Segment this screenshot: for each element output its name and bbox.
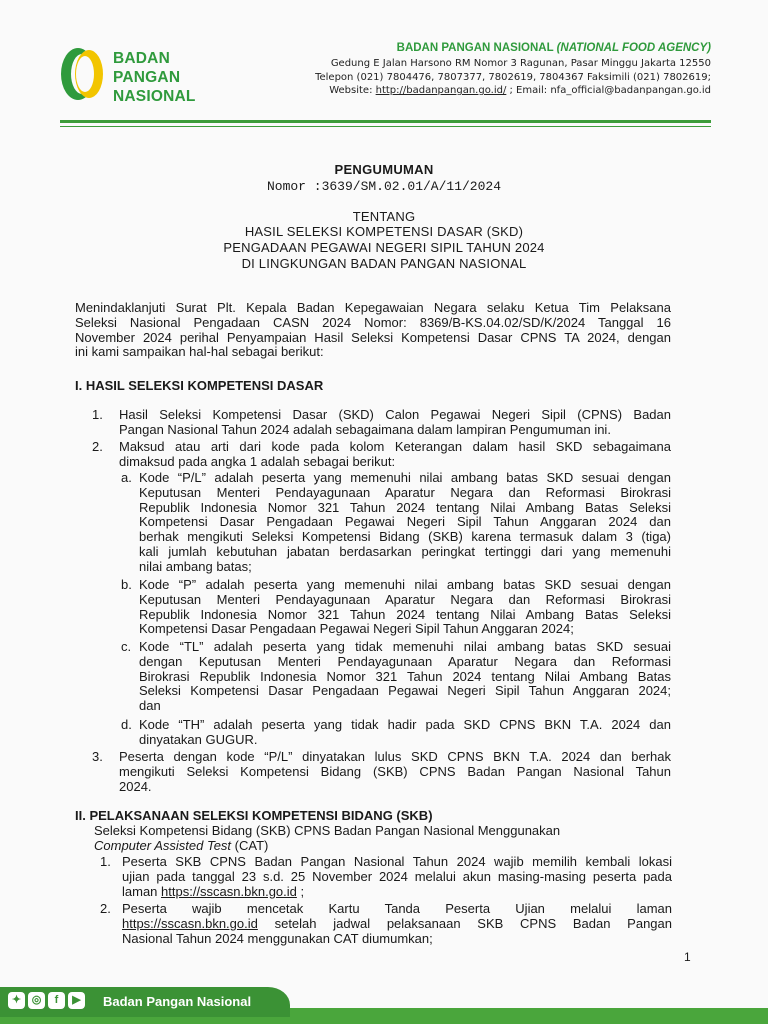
- header-rule: [60, 120, 711, 123]
- brand-wordmark: [113, 49, 196, 106]
- about-label: TENTANG: [352, 209, 416, 224]
- list-number: 2.: [92, 439, 103, 454]
- list-item: Maksud atau arti dari kode pada kolom Keterangan dalam hasil SKD sebagaimana dimaksud pada angka 1 adalah sebagai berikut:: [119, 439, 671, 469]
- badan-pangan-logo: [58, 44, 108, 104]
- social-icons: [8, 992, 85, 1009]
- list-item: Hasil Seleksi Kompetensi Dasar (SKD) Calon Pegawai Negeri Sipil (CPNS) Badan Pangan Nasional Tahun 2024 adalah sebagaimana dalam lampiran Pengumuman ini.: [119, 407, 671, 437]
- brand-line: NASIONAL: [113, 88, 196, 105]
- sscasn-link[interactable]: https://sscasn.bkn.go.id: [161, 883, 297, 899]
- subject-line: DI LINGKUNGAN BADAN PANGAN NASIONAL: [241, 256, 527, 271]
- twitter-icon[interactable]: ✦: [8, 992, 25, 1009]
- contact-line: Website: http://badanpangan.go.id/ ; Email: nfa_official@badanpangan.go.id: [329, 85, 711, 97]
- youtube-icon[interactable]: ▶: [68, 992, 85, 1009]
- page-number: 1: [684, 950, 691, 964]
- sublist-letter: b.: [121, 577, 132, 592]
- section-heading: I. HASIL SELEKSI KOMPETENSI DASAR: [75, 378, 324, 393]
- intro-paragraph: Menindaklanjuti Surat Plt. Kepala Badan Kepegawaian Negara selaku Ketua Tim Pelaksana Seleksi Nasional Pengadaan CASN 2024 Nomor: 8369/B-KS.04.02/SD/K/2024 Tanggal 16 November 2024 perihal Penyampaian Hasil Seleksi Kompetensi Dasar CPNS TA 2024, dengan ini kami sampaikan hal-hal sebagai berikut:: [75, 300, 671, 360]
- sublist-item: Kode “P” adalah peserta yang memenuhi nilai ambang batas SKD sesuai dengan Keputusan Menteri Pendayagunaan Aparatur Negara dan Reformasi Birokrasi Republik Indonesia Nomor 321 Tahun 2024 tentang Nilai Ambang Batas Seleksi Kompetensi Dasar Pengadaan Pegawai Negeri Sipil Tahun Anggaran 2024;: [139, 577, 671, 637]
- agency-name: BADAN PANGAN NASIONAL (NATIONAL FOOD AGENCY): [396, 42, 711, 54]
- list-number: 2.: [100, 901, 111, 916]
- sublist-item: Kode “P/L” adalah peserta yang memenuhi nilai ambang batas SKD sesuai dengan Keputusan Menteri Pendayagunaan Aparatur Negara dan Reformasi Birokrasi Republik Indonesia Nomor 321 Tahun 2024 tentang Nilai Ambang Batas Seleksi Kompetensi Dasar Pengadaan Pegawai Negeri Sipil Tahun Anggaran 2024 dan berhak mengikuti Seleksi Kompetensi Bidang (SKB) karena termasuk dalam 3 (tiga) kali jumlah kebutuhan jabatan berdasarkan peringkat tertinggi dari yang memenuhi nilai ambang batas;: [139, 470, 671, 574]
- subject-line: PENGADAAN PEGAWAI NEGERI SIPIL TAHUN 2024: [223, 240, 545, 255]
- list-item: Peserta wajib mencetak Kartu Tanda Peserta Ujian melalui laman https://sscasn.bkn.go.id setelah jadwal pelaksanaan SKB CPNS Badan Pangan Nasional Tahun 2024 menggunakan CAT diumumkan;: [122, 901, 672, 946]
- sublist-letter: a.: [121, 470, 132, 485]
- brand-line: PANGAN: [113, 69, 181, 86]
- list-number: 1.: [100, 854, 111, 869]
- announcement-title: PENGUMUMAN: [334, 162, 434, 177]
- brand-line: BADAN: [113, 50, 170, 67]
- list-number: 1.: [92, 407, 103, 422]
- address-line: Gedung E Jalan Harsono RM Nomor 3 Ragunan, Pasar Minggu Jakarta 12550: [330, 58, 711, 69]
- list-item: Peserta dengan kode “P/L” dinyatakan lulus SKD CPNS BKN T.A. 2024 dan berhak mengikuti Seleksi Kompetensi Bidang (SKB) CPNS Badan Pangan Nasional Tahun 2024.: [119, 749, 671, 794]
- sublist-letter: d.: [121, 717, 132, 732]
- header-rule-thin: [60, 126, 711, 127]
- sublist-letter: c.: [121, 639, 132, 654]
- subject-line: HASIL SELEKSI KOMPETENSI DASAR (SKD): [244, 224, 524, 239]
- phone-line: Telepon (021) 7804476, 7807377, 7802619, 7804367 Faksimili (021) 7802619;: [315, 71, 711, 83]
- agency-address: [315, 57, 711, 98]
- facebook-icon[interactable]: f: [48, 992, 65, 1009]
- footer-account-name: Badan Pangan Nasional: [103, 994, 252, 1009]
- website-link[interactable]: http://badanpangan.go.id/: [375, 85, 507, 97]
- sublist-item: Kode “TH” adalah peserta yang tidak hadir pada SKD CPNS BKN T.A. 2024 dan dinyatakan GUGUR.: [139, 717, 671, 747]
- list-number: 3.: [92, 749, 103, 764]
- sscasn-link[interactable]: https://sscasn.bkn.go.id: [122, 915, 258, 931]
- announcement-number: Nomor :3639/SM.02.01/A/11/2024: [266, 179, 502, 194]
- section-heading: II. PELAKSANAAN SELEKSI KOMPETENSI BIDANG (SKB): [75, 808, 433, 823]
- instagram-icon[interactable]: ◎: [28, 992, 45, 1009]
- list-item: Peserta SKB CPNS Badan Pangan Nasional Tahun 2024 wajib memilih kembali lokasi ujian pada tanggal 23 s.d. 25 November 2024 melalui akun masing-masing peserta pada laman https://sscasn.bkn.go.id ;: [122, 854, 672, 899]
- sublist-item: Kode “TL” adalah peserta yang tidak memenuhi nilai ambang batas SKD sesuai dengan Keputusan Menteri Pendayagunaan Aparatur Negara dan Reformasi Birokrasi Republik Indonesia Nomor 321 Tahun 2024 tentang Nilai Ambang Batas Seleksi Kompetensi Dasar Pengadaan Pegawai Negeri Sipil Tahun Anggaran 2024; dan: [139, 639, 671, 714]
- section-intro: Seleksi Kompetensi Bidang (SKB) CPNS Badan Pangan Nasional Menggunakan Computer Assisted Test (CAT): [94, 823, 561, 853]
